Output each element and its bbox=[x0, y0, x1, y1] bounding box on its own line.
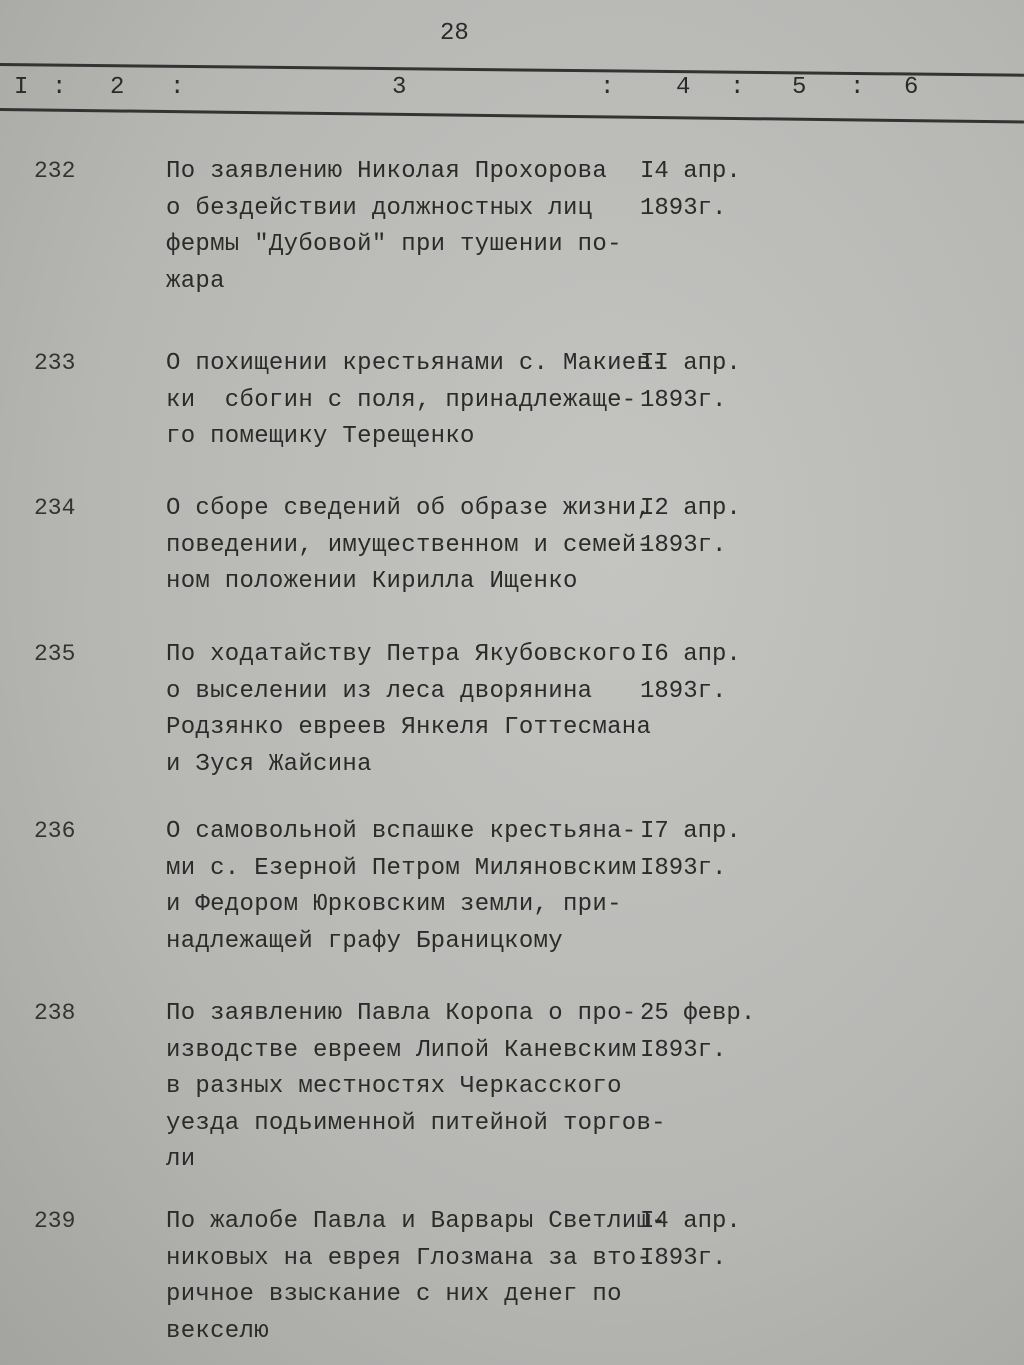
entry-number: 232 bbox=[34, 158, 76, 184]
column-header-6: 6 bbox=[904, 74, 919, 101]
entry-text-line: и Федором Юрковским земли, при- bbox=[166, 891, 622, 918]
column-header-1: I bbox=[14, 74, 29, 101]
entry-text-line: надлежащей графу Браницкому bbox=[166, 927, 563, 955]
entry-date: 25 февр. bbox=[640, 1000, 756, 1027]
entry-date: I2 апр. bbox=[640, 495, 741, 522]
header-bottom-rule bbox=[0, 108, 1024, 124]
entry-date: I893г. bbox=[640, 1036, 727, 1064]
column-separator: : bbox=[52, 74, 67, 101]
page-number: 28 bbox=[440, 20, 469, 47]
header-top-rule bbox=[0, 63, 1024, 77]
entry-date: 1893г. bbox=[640, 386, 727, 414]
entry-text-line: ки сбогин с поля, принадлежаще- bbox=[166, 386, 637, 414]
entry-text-line: го помещику Терещенко bbox=[166, 423, 475, 450]
entry-text-line: По заявлению Николая Прохорова bbox=[166, 158, 608, 185]
entry-date: I7 апр. bbox=[640, 818, 741, 845]
entry-text-line: изводстве евреем Липой Каневским bbox=[166, 1036, 637, 1064]
entry-text-line: По ходатайству Петра Якубовского bbox=[166, 641, 637, 668]
entry-number: 235 bbox=[34, 641, 76, 667]
column-header-3: 3 bbox=[392, 74, 407, 101]
entry-text-line: о выселении из леса дворянина bbox=[166, 677, 593, 705]
entry-text-line: О самовольной вспашке крестьяна- bbox=[166, 818, 637, 845]
column-header-5: 5 bbox=[792, 74, 807, 101]
entry-number: 233 bbox=[34, 350, 76, 376]
column-separator: : bbox=[170, 74, 185, 101]
column-separator: : bbox=[730, 74, 745, 101]
entry-text-line: в разных местностях Черкасского bbox=[166, 1073, 622, 1100]
entry-number: 239 bbox=[34, 1208, 76, 1234]
entry-date: II апр. bbox=[640, 350, 741, 377]
entry-date: 1893г. bbox=[640, 531, 727, 559]
entry-text-line: ми с. Езерной Петром Миляновским bbox=[166, 854, 637, 882]
entry-text-line: ли bbox=[166, 1146, 196, 1173]
entry-date: 1893г. bbox=[640, 677, 727, 705]
column-header-4: 4 bbox=[676, 74, 691, 101]
entry-date: 1893г. bbox=[640, 194, 727, 222]
column-header-2: 2 bbox=[110, 74, 125, 101]
entry-text-line: никовых на еврея Глозмана за вто- bbox=[166, 1244, 652, 1272]
entry-text-line: о бездействии должностных лиц bbox=[166, 194, 593, 222]
entry-date: I4 апр. bbox=[640, 1208, 741, 1235]
entry-text-line: векселю bbox=[166, 1317, 269, 1345]
entry-text-line: О сборе сведений об образе жизни, bbox=[166, 495, 652, 522]
entry-text-line: поведении, имущественном и семей- bbox=[166, 531, 652, 559]
entry-date: I6 апр. bbox=[640, 641, 741, 668]
entry-date: I4 апр. bbox=[640, 158, 741, 185]
entry-text-line: фермы "Дубовой" при тушении по- bbox=[166, 231, 622, 258]
entry-text-line: ном положении Кирилла Ищенко bbox=[166, 568, 578, 595]
entry-text-line: уезда подьименной питейной торгов- bbox=[166, 1109, 666, 1137]
entry-text-line: По заявлению Павла Коропа о про- bbox=[166, 1000, 637, 1027]
entry-text-line: О похищении крестьянами с. Макиев- bbox=[166, 350, 666, 377]
entry-number: 236 bbox=[34, 818, 76, 844]
entry-text-line: ричное взыскание с них денег по bbox=[166, 1281, 622, 1308]
entry-number: 238 bbox=[34, 1000, 76, 1026]
entry-text-line: и Зуся Жайсина bbox=[166, 750, 372, 778]
entry-date: I893г. bbox=[640, 854, 727, 882]
entry-date: I893г. bbox=[640, 1244, 727, 1272]
column-separator: : bbox=[850, 74, 865, 101]
entry-text-line: Родзянко евреев Янкеля Готтесмана bbox=[166, 714, 652, 741]
entry-text-line: жара bbox=[166, 267, 225, 295]
entry-text-line: По жалобе Павла и Варвары Светлиш- bbox=[166, 1208, 666, 1235]
entry-number: 234 bbox=[34, 495, 76, 521]
column-separator: : bbox=[600, 74, 615, 101]
